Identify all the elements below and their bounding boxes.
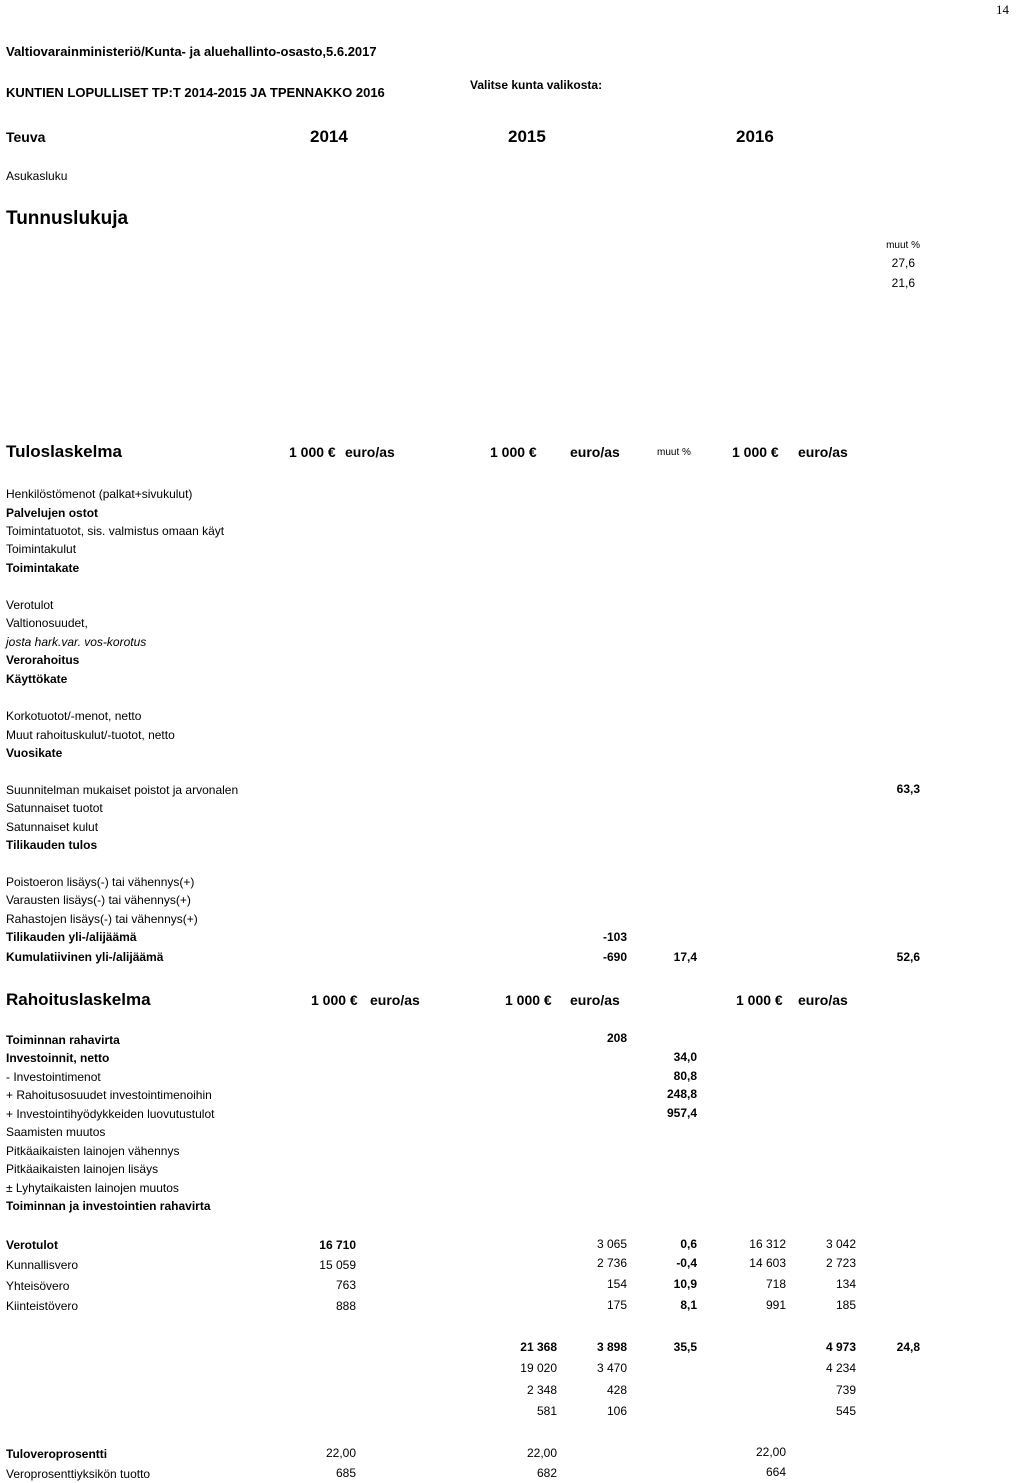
rahoituslaskelma-heading: Rahoituslaskelma — [6, 990, 151, 1009]
row-label: Tilikauden yli-/alijäämä — [6, 930, 137, 944]
verotulot-2016: 16 312 — [749, 1237, 786, 1251]
row-label: Satunnaiset kulut — [6, 820, 99, 834]
row-label: Toiminnan ja investointien rahavirta — [6, 1199, 211, 1213]
row-label: Varausten lisäys(-) tai vähennys(+) — [6, 893, 191, 907]
poistot-muut-value: 63,3 — [896, 782, 920, 796]
row-label: Valtionosuudet, — [6, 616, 88, 630]
kumul-2015-value: -690 — [602, 950, 627, 964]
block-value: 3 898 — [596, 1340, 627, 1354]
row-label: Saamisten muutos — [6, 1125, 106, 1139]
kiinteistovero-2016: 991 — [765, 1298, 786, 1312]
row-label: Tuloveroprosentti — [6, 1447, 108, 1461]
tuloslaskelma-heading: Tuloslaskelma — [6, 442, 122, 461]
col-header-thousand-eur: 1 000 € — [289, 444, 336, 460]
row-label: Investoinnit, netto — [6, 1051, 110, 1065]
row-label: Kumulatiivinen yli-/alijäämä — [6, 950, 164, 964]
row-label: + Rahoitusosuudet investointimenoihin — [6, 1088, 212, 1102]
rahoitusosuudet-muut-value: 248,8 — [666, 1087, 697, 1101]
block-value: 4 234 — [825, 1361, 856, 1375]
report-title: KUNTIEN LOPULLISET TP:T 2014-2015 JA TPENNAKKO 2016 — [6, 85, 385, 100]
kiinteistovero-2016-per-capita: 185 — [835, 1298, 856, 1312]
verotulot-2016-per-capita: 3 042 — [825, 1237, 856, 1251]
col-header-thousand-eur: 1 000 € — [311, 992, 358, 1008]
investoinnit-muut-value: 34,0 — [673, 1050, 697, 1064]
col-header-thousand-eur: 1 000 € — [505, 992, 552, 1008]
col-header-eur-per-capita: euro/as — [570, 444, 620, 460]
row-label: Käyttökate — [6, 672, 68, 686]
row-label: Satunnaiset tuotot — [6, 801, 103, 815]
row-label: Korkotuotot/-menot, netto — [6, 709, 142, 723]
kunnallisvero-2014: 15 059 — [319, 1258, 356, 1272]
kunnallisvero-2016: 14 603 — [749, 1256, 786, 1270]
population-label: Asukasluku — [6, 169, 68, 183]
source-line: Valtiovarainministeriö/Kunta- ja aluehallinto-osasto,5.6.2017 — [6, 44, 377, 59]
row-label: Palvelujen ostot — [6, 506, 99, 520]
row-label: Toimintatuotot, sis. valmistus omaan käyt — [6, 524, 225, 538]
row-label: ± Lyhytaikaisten lainojen muutos — [6, 1181, 179, 1195]
block-value: 24,8 — [896, 1340, 920, 1354]
row-label: Poistoeron lisäys(-) tai vähennys(+) — [6, 875, 195, 889]
year-2015: 2015 — [508, 127, 546, 146]
rahavirta-2015-value: 208 — [606, 1031, 627, 1045]
block-value: 35,5 — [673, 1340, 697, 1354]
luovutustulot-muut-value: 957,4 — [666, 1106, 697, 1120]
tunnusluvut-heading: Tunnuslukuja — [6, 208, 129, 229]
block-value: 2 348 — [526, 1383, 557, 1397]
verotulot-2014: 16 710 — [319, 1238, 356, 1252]
yhteisovero-2015: 154 — [606, 1277, 627, 1291]
tuloveroprosentti-2015: 22,00 — [526, 1446, 557, 1460]
kumul-2016-muut-value: 52,6 — [896, 950, 920, 964]
block-value: 545 — [835, 1404, 856, 1418]
year-2014: 2014 — [310, 127, 348, 146]
row-label: Verotulot — [6, 598, 54, 612]
col-header-eur-per-capita: euro/as — [570, 992, 620, 1008]
ylijaama-2015-value: -103 — [602, 930, 627, 944]
block-value: 3 470 — [596, 1361, 627, 1375]
col-header-eur-per-capita: euro/as — [370, 992, 420, 1008]
tuotto-2016: 664 — [765, 1465, 786, 1479]
tunnusluku-value: 21,6 — [891, 276, 915, 290]
row-label: josta hark.var. vos-korotus — [6, 635, 147, 649]
tuloveroprosentti-2014: 22,00 — [325, 1446, 356, 1460]
block-value: 21 368 — [520, 1340, 557, 1354]
row-label: Verorahoitus — [6, 653, 80, 667]
row-label: Muut rahoituskulut/-tuotot, netto — [6, 728, 175, 742]
row-label: Toimintakulut — [6, 542, 77, 556]
row-label: + Investointihyödykkeiden luovutustulot — [6, 1107, 215, 1121]
row-label: Toimintakate — [6, 561, 80, 575]
year-2016: 2016 — [736, 127, 774, 146]
row-label: Verotulot — [6, 1238, 59, 1252]
block-value: 19 020 — [520, 1361, 557, 1375]
verotulot-2015: 3 065 — [596, 1237, 627, 1251]
block-value: 4 973 — [825, 1340, 856, 1354]
row-label: Pitkäaikaisten lainojen lisäys — [6, 1162, 159, 1176]
kumul-muut-value: 17,4 — [673, 950, 697, 964]
col-header-thousand-eur: 1 000 € — [490, 444, 537, 460]
row-label: Henkilöstömenot (palkat+sivukulut) — [6, 487, 193, 501]
row-label: Pitkäaikaisten lainojen vähennys — [6, 1144, 180, 1158]
muut-percent-label: muut % — [886, 240, 920, 251]
row-label: - Investointimenot — [6, 1070, 101, 1084]
row-label: Vuosikate — [6, 746, 63, 760]
col-header-thousand-eur: 1 000 € — [736, 992, 783, 1008]
block-value: 428 — [606, 1383, 627, 1397]
kiinteistovero-2015: 175 — [606, 1298, 627, 1312]
col-header-thousand-eur: 1 000 € — [732, 444, 779, 460]
row-label: Rahastojen lisäys(-) tai vähennys(+) — [6, 912, 198, 926]
kiinteistovero-2014: 888 — [335, 1299, 356, 1313]
col-header-eur-per-capita: euro/as — [798, 444, 848, 460]
tunnusluku-value: 27,6 — [891, 256, 915, 270]
yhteisovero-2014: 763 — [335, 1278, 356, 1292]
col-header-eur-per-capita: euro/as — [345, 444, 395, 460]
block-value: 739 — [835, 1383, 856, 1397]
kunnallisvero-muut: -0,4 — [676, 1256, 697, 1270]
tuotto-2015: 682 — [536, 1466, 557, 1480]
select-municipality-label: Valitse kunta valikosta: — [470, 78, 603, 92]
page-number: 14 — [996, 2, 1009, 17]
yhteisovero-2016-per-capita: 134 — [835, 1277, 856, 1291]
row-label: Veroprosenttiyksikön tuotto — [6, 1467, 151, 1481]
block-value: 106 — [606, 1404, 627, 1418]
tuotto-2014: 685 — [335, 1466, 356, 1480]
row-label: Kunnallisvero — [6, 1258, 79, 1272]
investointimenot-muut-value: 80,8 — [673, 1069, 697, 1083]
row-label: Kiinteistövero — [6, 1299, 79, 1313]
col-header-eur-per-capita: euro/as — [798, 992, 848, 1008]
yhteisovero-muut: 10,9 — [673, 1277, 697, 1291]
kiinteistovero-muut: 8,1 — [680, 1298, 697, 1312]
row-label: Suunnitelman mukaiset poistot ja arvonalen — [6, 783, 239, 797]
municipality-name: Teuva — [6, 129, 46, 145]
yhteisovero-2016: 718 — [765, 1277, 786, 1291]
block-value: 581 — [536, 1404, 557, 1418]
col-header-muut-percent: muut % — [657, 447, 691, 458]
row-label: Tilikauden tulos — [6, 838, 98, 852]
kunnallisvero-2016-per-capita: 2 723 — [825, 1256, 856, 1270]
kunnallisvero-2015: 2 736 — [596, 1256, 627, 1270]
row-label: Yhteisövero — [6, 1279, 70, 1293]
verotulot-muut: 0,6 — [680, 1237, 697, 1251]
row-label: Toiminnan rahavirta — [6, 1033, 120, 1047]
tuloveroprosentti-2016: 22,00 — [755, 1445, 786, 1459]
